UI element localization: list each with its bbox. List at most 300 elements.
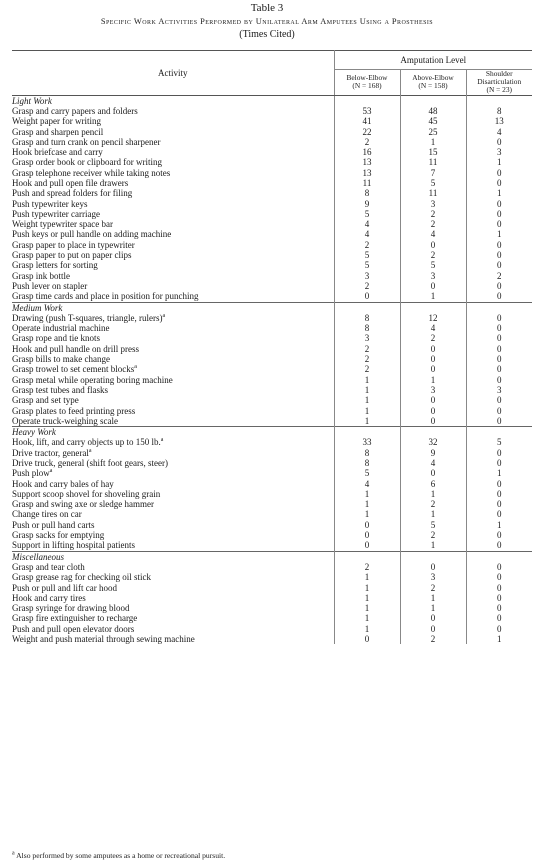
shoulder-disarticulation-header (466, 70, 532, 96)
shoulder-value: 0 (466, 323, 532, 333)
activity-cell (12, 603, 334, 613)
activity-cell (12, 229, 334, 239)
above-elbow-value: 1 (400, 137, 466, 147)
above-elbow-value: 2 (400, 530, 466, 540)
table-row (12, 137, 532, 147)
above-elbow-value: 0 (400, 281, 466, 291)
table-row (12, 489, 532, 499)
below-elbow-value: 1 (334, 613, 400, 623)
table-row (12, 562, 532, 572)
shoulder-value: 8 (466, 106, 532, 116)
activity-label: Grasp trowel to set cement blocks (12, 364, 135, 375)
table-row (12, 323, 532, 333)
section-row (12, 427, 532, 438)
above-elbow-value: 2 (400, 499, 466, 509)
section-spacer-cell (400, 95, 466, 106)
activity-label: Operate industrial machine (12, 323, 110, 334)
table-row (12, 157, 532, 167)
activity-label: Grasp letters for sorting (12, 260, 98, 271)
section-row (12, 95, 532, 106)
activity-label: Drive truck, general (shift foot gears, steer) (12, 458, 168, 468)
below-elbow-value: 8 (334, 448, 400, 458)
activity-label: Push or pull and lift car hood (12, 582, 117, 593)
section-title: Heavy Work (12, 427, 334, 438)
activity-cell (12, 116, 334, 126)
below-elbow-value: 8 (334, 323, 400, 333)
below-elbow-value: 4 (334, 479, 400, 489)
below-elbow-header (334, 70, 400, 96)
shoulder-value: 0 (466, 603, 532, 613)
above-elbow-value: 6 (400, 479, 466, 489)
above-elbow-value: 5 (400, 260, 466, 270)
above-elbow-value: 45 (400, 116, 466, 126)
shoulder-value: 13 (466, 116, 532, 126)
activity-cell (12, 333, 334, 343)
above-elbow-value: 11 (400, 157, 466, 167)
activity-label: Hook and pull handle on drill press (12, 343, 139, 354)
activity-cell (12, 106, 334, 116)
activity-label: Weight and push material through sewing machine (12, 634, 195, 645)
below-elbow-value: 1 (334, 489, 400, 499)
table-row (12, 468, 532, 478)
below-elbow-value: 0 (334, 520, 400, 530)
above-elbow-value: 0 (400, 613, 466, 623)
activity-cell (12, 634, 334, 644)
below-elbow-value: 1 (334, 509, 400, 519)
table-row (12, 603, 532, 613)
shoulder-value: 1 (466, 229, 532, 239)
below-elbow-value: 8 (334, 458, 400, 468)
above-elbow-value: 4 (400, 323, 466, 333)
below-elbow-value: 5 (334, 209, 400, 219)
below-elbow-value: 1 (334, 395, 400, 405)
above-elbow-value: 2 (400, 333, 466, 343)
above-elbow-value: 0 (400, 624, 466, 634)
table-row (12, 333, 532, 343)
activity-cell (12, 624, 334, 634)
below-elbow-value: 0 (334, 291, 400, 302)
table-row (12, 437, 532, 447)
shoulder-value: 4 (466, 127, 532, 137)
activity-cell (12, 613, 334, 623)
table-row (12, 229, 532, 239)
activity-label: Grasp syringe for drawing blood (12, 603, 130, 614)
activity-label: Hook, lift, and carry objects up to 150 lb. (12, 437, 161, 448)
activity-cell (12, 271, 334, 281)
shoulder-value: 0 (466, 199, 532, 209)
activity-cell (12, 448, 334, 458)
table-row (12, 479, 532, 489)
footnote-text: Also performed by some amputees as a home or recreational pursuit. (16, 851, 226, 860)
footnote-ref: a (49, 468, 53, 475)
above-elbow-value: 0 (400, 354, 466, 364)
above-elbow-value: 0 (400, 468, 466, 478)
above-elbow-value: 1 (400, 291, 466, 302)
shoulder-value: 0 (466, 364, 532, 374)
above-elbow-value: 5 (400, 520, 466, 530)
above-elbow-value: 1 (400, 603, 466, 613)
activity-label: Support scoop shovel for shoveling grain (12, 488, 161, 499)
table-row (12, 385, 532, 395)
footnote-ref: a (88, 447, 92, 454)
table-row (12, 375, 532, 385)
activity-cell (12, 489, 334, 499)
above-elbow-value: 3 (400, 385, 466, 395)
activity-cell (12, 199, 334, 209)
table-row (12, 520, 532, 530)
table-row (12, 199, 532, 209)
table-row (12, 613, 532, 623)
below-elbow-value: 1 (334, 624, 400, 634)
shoulder-value: 0 (466, 240, 532, 250)
activity-label: Grasp paper to place in typewriter (12, 239, 135, 250)
activity-cell (12, 323, 334, 333)
shoulder-value: 1 (466, 520, 532, 530)
above-elbow-value: 2 (400, 634, 466, 644)
amputation-level-header: Amputation Level (334, 51, 532, 70)
table-row (12, 458, 532, 468)
above-elbow-value: 0 (400, 406, 466, 416)
column-count: (N = 23) (486, 85, 512, 95)
footnote (12, 851, 225, 860)
shoulder-value: 0 (466, 168, 532, 178)
activity-cell (12, 364, 334, 374)
shoulder-value: 0 (466, 624, 532, 634)
shoulder-value: 0 (466, 540, 532, 551)
activity-label: Drive tractor, general (12, 447, 89, 458)
shoulder-value: 3 (466, 385, 532, 395)
table-row (12, 250, 532, 260)
below-elbow-value: 53 (334, 106, 400, 116)
below-elbow-value: 2 (334, 344, 400, 354)
activity-cell (12, 583, 334, 593)
shoulder-value: 0 (466, 406, 532, 416)
section-spacer-cell (400, 427, 466, 438)
below-elbow-value: 1 (334, 593, 400, 603)
above-elbow-value: 0 (400, 344, 466, 354)
activity-label: Weight typewriter space bar (12, 219, 113, 230)
section-spacer-cell (466, 551, 532, 562)
activity-cell (12, 344, 334, 354)
above-elbow-header (400, 70, 466, 96)
table-row (12, 271, 532, 281)
section-spacer-cell (334, 95, 400, 106)
activity-label: Grasp and sharpen pencil (12, 126, 104, 137)
shoulder-value: 0 (466, 395, 532, 405)
below-elbow-value: 0 (334, 540, 400, 551)
activity-cell (12, 240, 334, 250)
table-row (12, 593, 532, 603)
activity-cell (12, 395, 334, 405)
activity-cell (12, 509, 334, 519)
below-elbow-value: 41 (334, 116, 400, 126)
table-row (12, 624, 532, 634)
shoulder-value: 0 (466, 219, 532, 229)
table-row (12, 344, 532, 354)
activity-cell (12, 375, 334, 385)
activity-cell (12, 593, 334, 603)
activity-label: Grasp and tear cloth (12, 561, 85, 572)
below-elbow-value: 13 (334, 168, 400, 178)
shoulder-value: 0 (466, 448, 532, 458)
activity-cell (12, 281, 334, 291)
table-row (12, 583, 532, 593)
table-number: Table 3 (250, 2, 284, 14)
table-row (12, 168, 532, 178)
activity-label: Grasp time cards and place in position for punching (12, 291, 199, 302)
below-elbow-value: 1 (334, 416, 400, 427)
above-elbow-value: 5 (400, 178, 466, 188)
shoulder-value: 5 (466, 437, 532, 447)
below-elbow-value: 4 (334, 219, 400, 229)
column-name: Shoulder Disarticulation (477, 69, 522, 87)
column-count: (N = 158) (418, 81, 448, 91)
shoulder-value: 3 (466, 147, 532, 157)
activity-label: Grasp bills to make change (12, 354, 110, 365)
table-row (12, 147, 532, 157)
shoulder-value: 0 (466, 583, 532, 593)
activity-label: Grasp metal while operating boring machine (12, 374, 173, 385)
shoulder-value: 0 (466, 178, 532, 188)
activity-label: Grasp and set type (12, 395, 79, 406)
shoulder-value: 1 (466, 634, 532, 644)
activity-cell (12, 291, 334, 302)
activity-cell (12, 406, 334, 416)
above-elbow-value: 32 (400, 437, 466, 447)
above-elbow-value: 12 (400, 313, 466, 323)
shoulder-value: 0 (466, 593, 532, 603)
below-elbow-value: 1 (334, 406, 400, 416)
below-elbow-value: 2 (334, 240, 400, 250)
table-row (12, 395, 532, 405)
above-elbow-value: 9 (400, 448, 466, 458)
below-elbow-value: 1 (334, 572, 400, 582)
activity-cell (12, 219, 334, 229)
shoulder-value: 0 (466, 281, 532, 291)
table-row (12, 406, 532, 416)
shoulder-value: 0 (466, 260, 532, 270)
below-elbow-value: 2 (334, 137, 400, 147)
table-row (12, 530, 532, 540)
activity-label: Grasp plates to feed printing press (12, 405, 136, 416)
above-elbow-value: 0 (400, 364, 466, 374)
activity-label: Push keys or pull handle on adding machine (12, 229, 172, 240)
shoulder-value: 0 (466, 530, 532, 540)
above-elbow-value: 0 (400, 395, 466, 405)
shoulder-value: 0 (466, 416, 532, 427)
above-elbow-value: 1 (400, 509, 466, 519)
section-spacer-cell (400, 302, 466, 313)
shoulder-value: 0 (466, 333, 532, 343)
table-row (12, 281, 532, 291)
table-body (12, 95, 532, 644)
shoulder-value: 0 (466, 613, 532, 623)
activity-label: Push and spread folders for filing (12, 188, 133, 199)
activity-cell (12, 250, 334, 260)
section-title: Light Work (12, 95, 52, 106)
table-title-text: Specific Work Activities Performed by Unilateral Arm Amputees Using a Prosthesis (100, 17, 434, 26)
shoulder-value: 0 (466, 209, 532, 219)
footnote-marker: a (12, 850, 15, 857)
activity-cell (12, 137, 334, 147)
table-row (12, 209, 532, 219)
activity-label: Grasp and carry papers and folders (12, 105, 138, 116)
activity-cell (12, 209, 334, 219)
activity-cell (12, 127, 334, 137)
table-row (12, 509, 532, 519)
shoulder-value: 0 (466, 354, 532, 364)
section-spacer-cell (334, 302, 400, 313)
above-elbow-value: 1 (400, 489, 466, 499)
activity-label: Grasp test tubes and flasks (12, 384, 108, 395)
above-elbow-value: 25 (400, 127, 466, 137)
activity-label: Operate truck-weighing scale (12, 415, 118, 426)
below-elbow-value: 5 (334, 250, 400, 260)
shoulder-value: 0 (466, 291, 532, 302)
activity-label: Push typewriter keys (12, 198, 88, 209)
activity-label: Hook and pull open file drawers (12, 177, 129, 188)
section-row (12, 551, 532, 562)
below-elbow-value: 1 (334, 499, 400, 509)
section-row (12, 302, 532, 313)
below-elbow-value: 5 (334, 468, 400, 478)
below-elbow-value: 4 (334, 229, 400, 239)
below-elbow-value: 9 (334, 199, 400, 209)
activity-cell (12, 520, 334, 530)
above-elbow-value: 1 (400, 375, 466, 385)
shoulder-value: 0 (466, 137, 532, 147)
activity-label: Grasp ink bottle (12, 270, 70, 281)
below-elbow-value: 1 (334, 583, 400, 593)
table-row (12, 448, 532, 458)
below-elbow-value: 0 (334, 634, 400, 644)
below-elbow-value: 2 (334, 281, 400, 291)
activity-cell (12, 499, 334, 509)
section-title: Medium Work (12, 302, 334, 313)
above-elbow-value: 0 (400, 562, 466, 572)
table-header (12, 51, 532, 96)
section-spacer-cell (466, 302, 532, 313)
activity-label: Change tires on car (12, 509, 82, 520)
activity-label: Grasp sacks for emptying (12, 530, 105, 541)
activity-label: Grasp fire extinguisher to recharge (12, 613, 138, 624)
activity-cell (12, 147, 334, 157)
below-elbow-value: 3 (334, 271, 400, 281)
shoulder-value: 0 (466, 375, 532, 385)
above-elbow-value: 2 (400, 209, 466, 219)
section-spacer-cell (466, 95, 532, 106)
table-row (12, 178, 532, 188)
table-row (12, 188, 532, 198)
above-elbow-value: 2 (400, 583, 466, 593)
activity-cell (12, 562, 334, 572)
activity-cell (12, 385, 334, 395)
below-elbow-value: 3 (334, 333, 400, 343)
activity-label: Push plow (12, 468, 50, 479)
shoulder-value: 0 (466, 479, 532, 489)
above-elbow-value: 4 (400, 229, 466, 239)
column-count: (N = 168) (352, 81, 382, 91)
above-elbow-value: 7 (400, 168, 466, 178)
below-elbow-value: 16 (334, 147, 400, 157)
column-name: Below-Elbow (346, 73, 388, 83)
activity-label: Grasp and turn crank on pencil sharpener (12, 136, 161, 147)
shoulder-value: 0 (466, 562, 532, 572)
activity-label: Push or pull hand carts (12, 519, 95, 530)
table-row (12, 572, 532, 582)
table-title (0, 15, 534, 28)
activity-label: Grasp order book or clipboard for writing (12, 157, 162, 168)
shoulder-value: 1 (466, 468, 532, 478)
above-elbow-value: 3 (400, 572, 466, 582)
below-elbow-value: 2 (334, 354, 400, 364)
table-row (12, 219, 532, 229)
activity-label: Support in lifting hospital patients (12, 540, 135, 551)
activity-cell (12, 260, 334, 270)
below-elbow-value: 2 (334, 364, 400, 374)
below-elbow-value: 1 (334, 603, 400, 613)
above-elbow-value: 2 (400, 250, 466, 260)
table-caption (0, 0, 534, 41)
section-spacer-cell (466, 427, 532, 438)
below-elbow-value: 1 (334, 375, 400, 385)
below-elbow-value: 8 (334, 188, 400, 198)
activity-cell (12, 168, 334, 178)
activity-cell (12, 540, 334, 551)
activity-cell (12, 313, 334, 323)
activity-label: Grasp paper to put on paper clips (12, 250, 132, 261)
table-row (12, 364, 532, 374)
section-spacer-cell (400, 551, 466, 562)
below-elbow-value: 0 (334, 530, 400, 540)
shoulder-value: 0 (466, 572, 532, 582)
table-row (12, 127, 532, 137)
below-elbow-value: 22 (334, 127, 400, 137)
activity-column-header: Activity (12, 51, 334, 96)
shoulder-value: 0 (466, 489, 532, 499)
activity-label: Grasp rope and tie knots (12, 333, 100, 344)
above-elbow-value: 15 (400, 147, 466, 157)
above-elbow-value: 3 (400, 271, 466, 281)
shoulder-value: 0 (466, 344, 532, 354)
activity-label: Grasp and swing axe or sledge hammer (12, 499, 154, 510)
activity-label: Push typewriter carriage (12, 208, 100, 219)
footnote-ref: a (160, 437, 164, 444)
above-elbow-value: 1 (400, 540, 466, 551)
above-elbow-value: 48 (400, 106, 466, 116)
section-spacer-cell (334, 427, 400, 438)
below-elbow-value: 2 (334, 562, 400, 572)
activity-label: Push lever on stapler (12, 280, 88, 291)
shoulder-value: 0 (466, 250, 532, 260)
activity-cell (12, 572, 334, 582)
footnote-ref: a (134, 364, 137, 371)
activity-label: Grasp grease rag for checking oil stick (12, 572, 151, 583)
table-row (12, 540, 532, 551)
below-elbow-value: 8 (334, 313, 400, 323)
activity-cell (12, 178, 334, 188)
table-row (12, 634, 532, 644)
footnote-ref: a (162, 312, 166, 319)
activity-cell (12, 437, 334, 447)
activity-label: Push and pull open elevator doors (12, 623, 135, 634)
activity-cell (12, 468, 334, 478)
activity-label: Weight paper for writing (12, 116, 101, 127)
activity-label: Drawing (push T-squares, triangle, rulers) (12, 312, 163, 323)
above-elbow-value: 1 (400, 593, 466, 603)
below-elbow-value: 11 (334, 178, 400, 188)
table-row (12, 499, 532, 509)
